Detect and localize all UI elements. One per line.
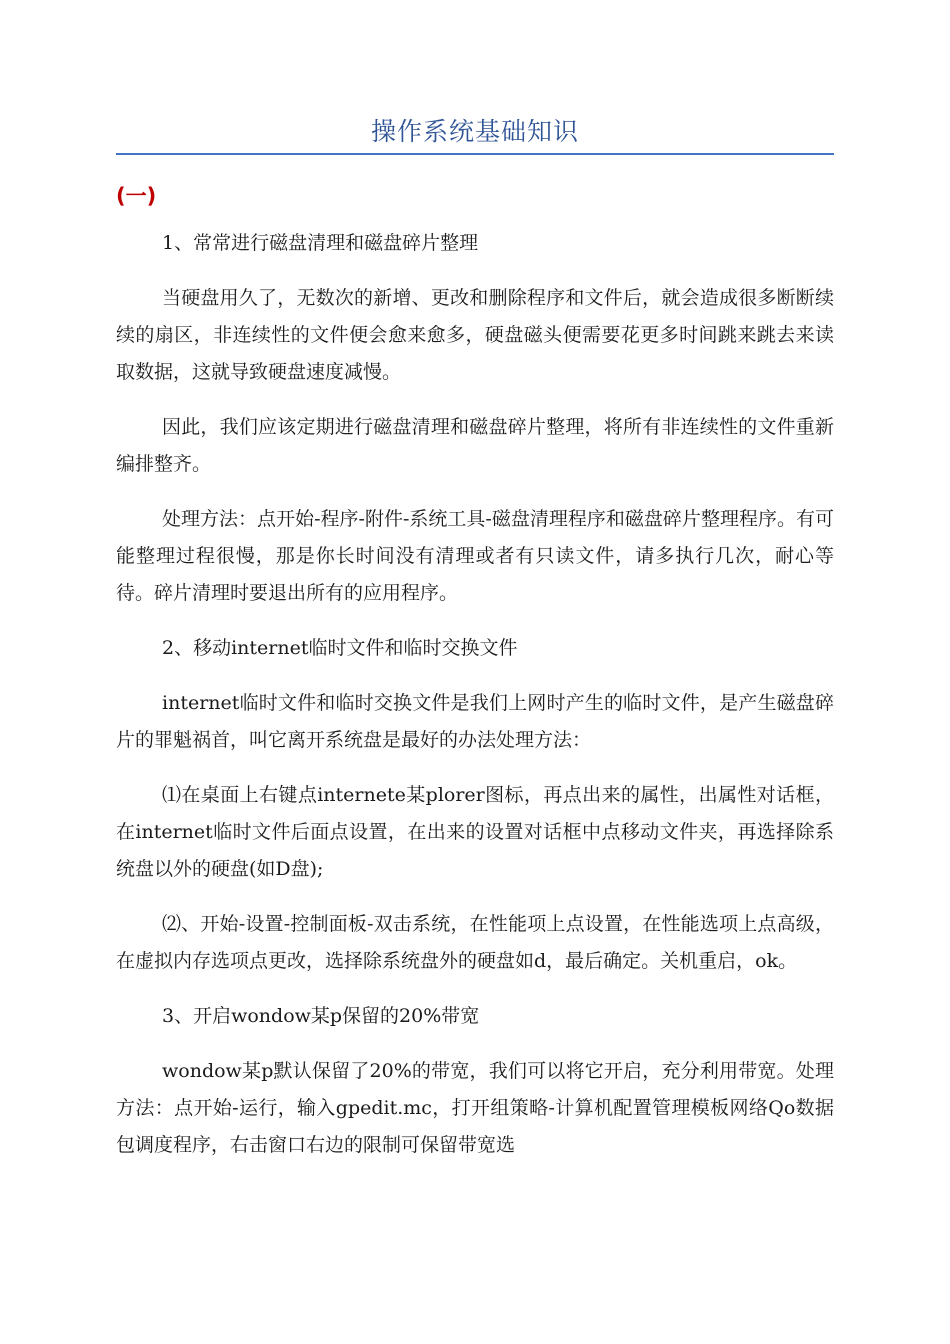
paragraph: 处理方法：点开始-程序-附件-系统工具-磁盘清理程序和磁盘碎片整理程序。有可能整理过程很慢，那是你长时间没有清理或者有只读文件，请多执行几次，耐心等待。碎片清理时要退出所有的应用程序。 [116,508,834,604]
subheading-disk-cleanup: 1、常常进行磁盘清理和磁盘碎片整理 [162,232,479,254]
paragraph: internet临时文件和临时交换文件是我们上网时产生的临时文件，是产生磁盘碎片的罪魁祸首，叫它离开系统盘是最好的办法处理方法： [116,692,834,751]
subheading-bandwidth: 3、开启wondow某p保留的20%带宽 [162,1005,480,1027]
paragraph: 当硬盘用久了，无数次的新增、更改和删除程序和文件后，就会造成很多断断续续的扇区，非连续性的文件便会愈来愈多，硬盘磁头便需要花更多时间跳来跳去来读取数据，这就导致硬盘速度减慢。 [116,287,834,383]
subheading-temp-files: 2、移动internet临时文件和临时交换文件 [162,637,518,659]
paragraph: ⑵、开始-设置-控制面板-双击系统，在性能项上点设置，在性能选项上点高级，在虚拟内存选项点更改，选择除系统盘外的硬盘如d，最后确定。关机重启，ok。 [116,913,834,972]
paragraph: ⑴在桌面上右键点internete某plorer图标，再点出来的属性，出属性对话框，在internet临时文件后面点设置，在出来的设置对话框中点移动文件夹，再选择除系统盘以外的硬盘(如D盘); [116,784,834,880]
document-body [116,225,834,1182]
page-title: 操作系统基础知识 [370,117,579,146]
paragraph: wondow某p默认保留了20%的带宽，我们可以将它开启，充分利用带宽。处理方法：点开始-运行，输入gpedit.mc，打开组策略-计算机配置管理模板网络Qo数据包调度程序，右击窗口右边的限制可保留带宽选 [116,1060,834,1156]
title-underline [116,153,834,155]
paragraph: 因此，我们应该定期进行磁盘清理和磁盘碎片整理，将所有非连续性的文件重新编排整齐。 [116,416,834,475]
section-heading: (一) [116,184,157,208]
